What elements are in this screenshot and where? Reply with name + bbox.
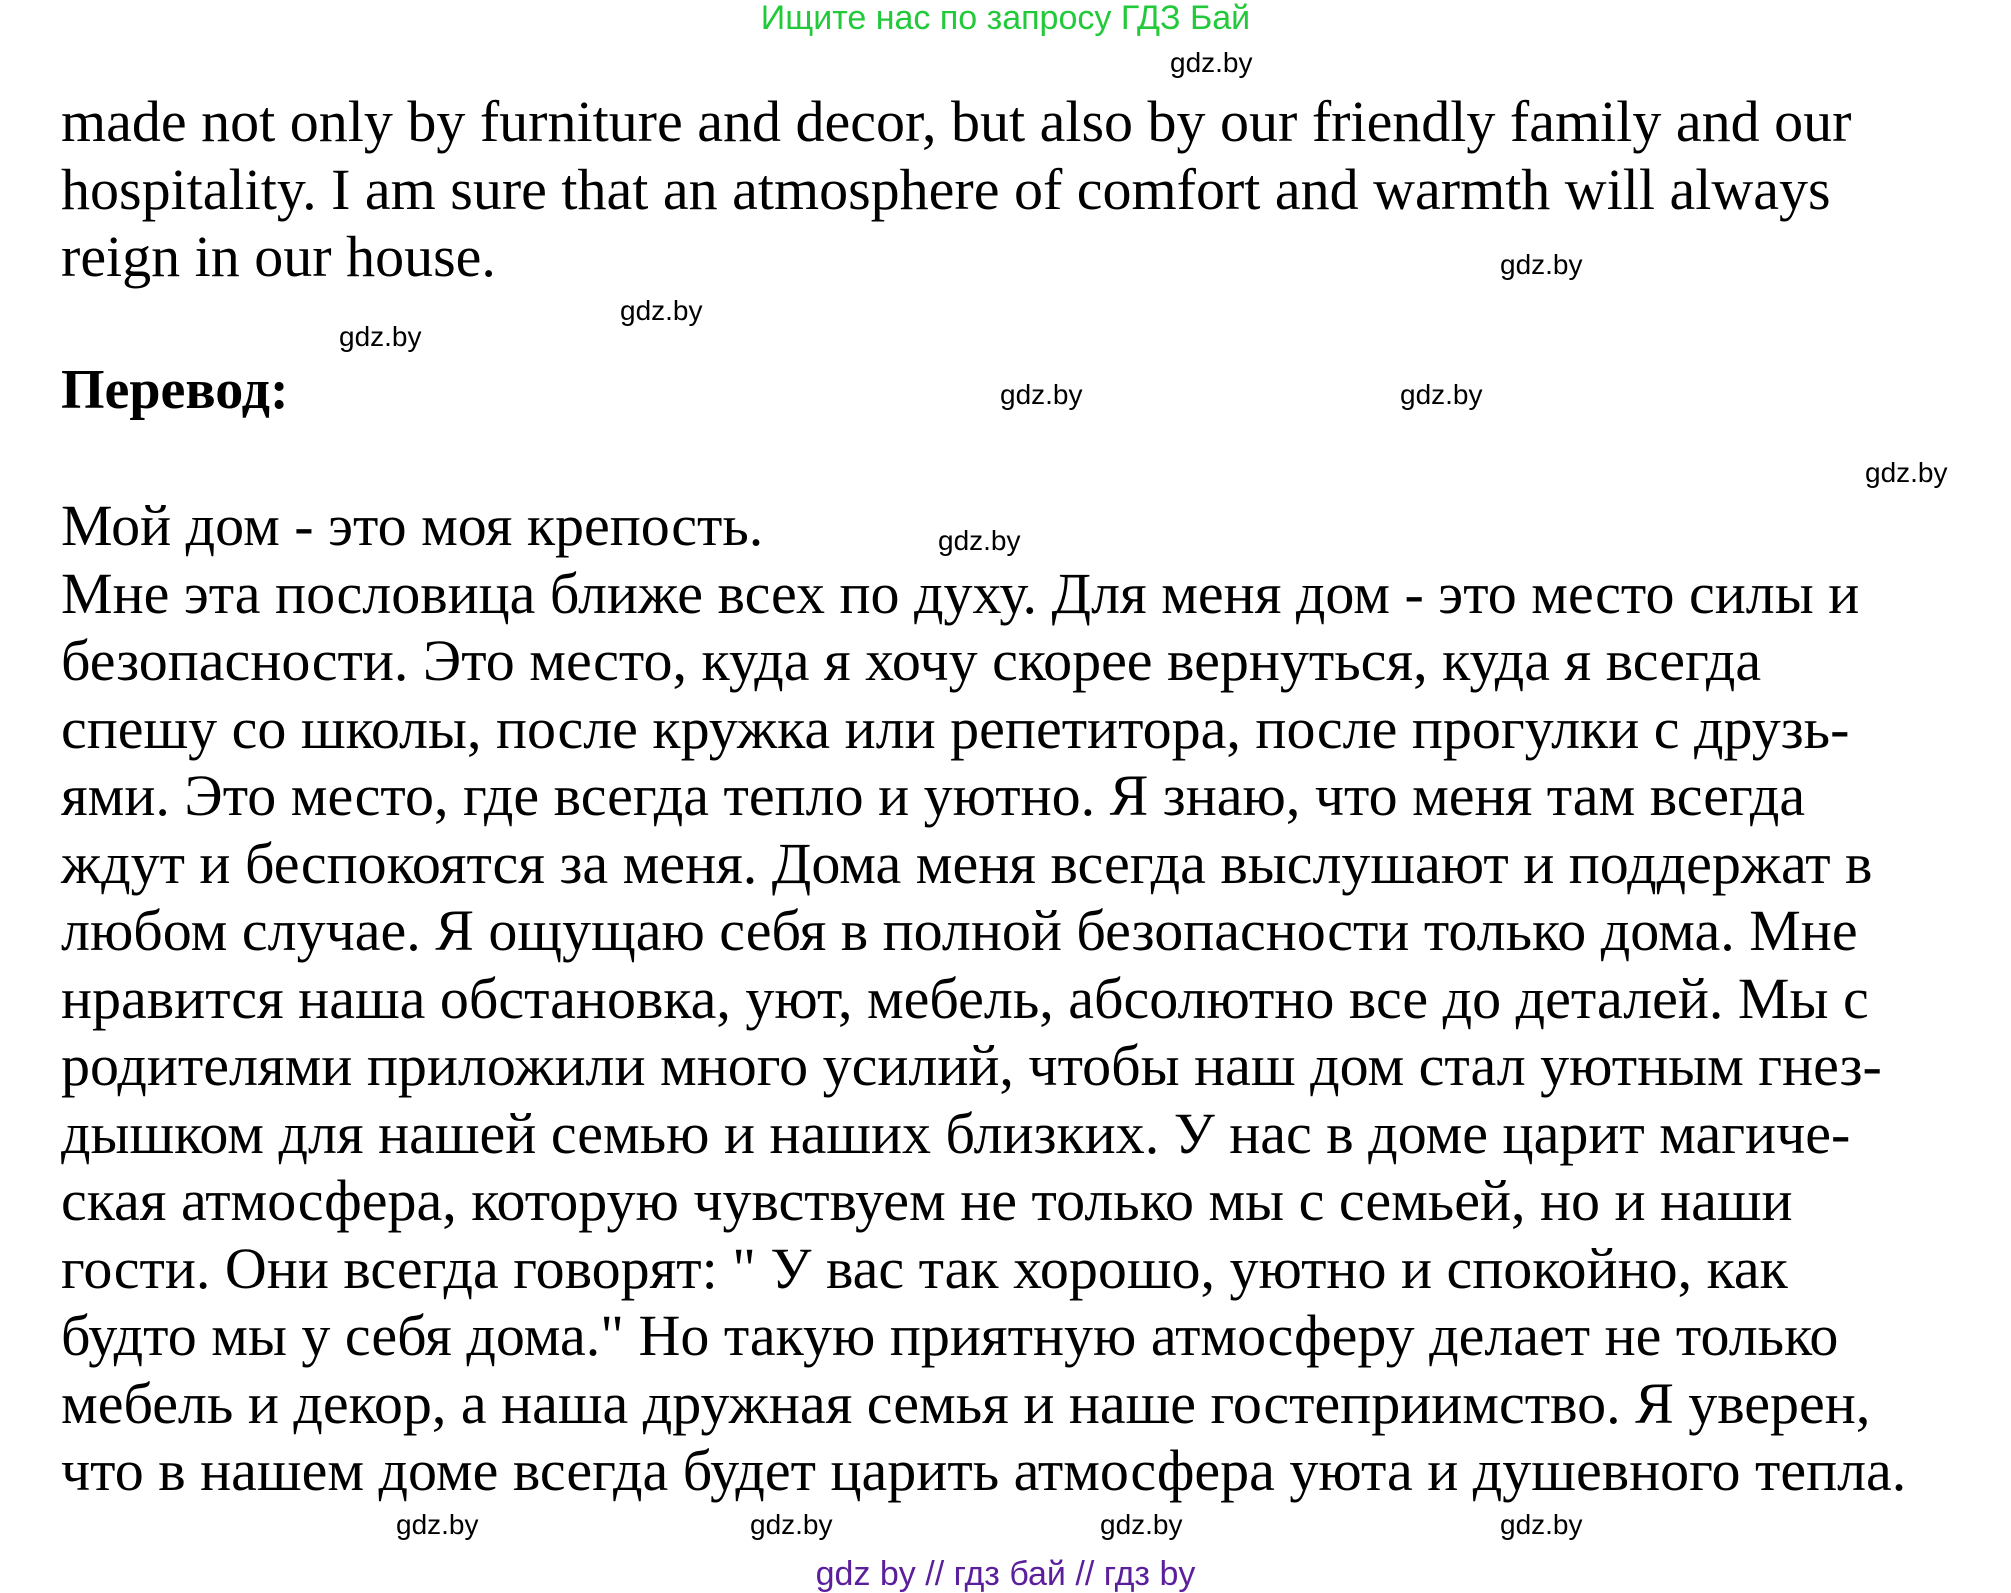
text-line: мебель и декор, а наша дружная семья и наше гостеприимство. Я уверен, xyxy=(61,1370,1871,1436)
watermark: gdz.by xyxy=(1400,379,1483,410)
text-line: дышком для нашей семью и наших близких. У нас в доме царит магиче- xyxy=(61,1100,1851,1166)
text-line: безопасности. Это место, куда я хочу скорее вернуться, куда я всегда xyxy=(61,628,1762,693)
text-line: reign in our house. xyxy=(61,224,496,289)
watermark: gdz.by xyxy=(1865,457,1948,488)
text-line: спешу со школы, после кружка или репетитора, после прогулки с друзь- xyxy=(61,695,1850,761)
watermark: gdz.by xyxy=(620,295,703,326)
text-line: Мой дом - это моя крепость. xyxy=(61,493,764,558)
text-line: родителями приложили много усилий, чтобы наш дом стал уютным гнез- xyxy=(61,1033,1882,1098)
search-banner: Ищите нас по запросу ГДЗ Бай xyxy=(760,0,1251,37)
watermark: gdz.by xyxy=(1000,379,1083,410)
watermark: gdz.by xyxy=(396,1509,479,1540)
text-line: hospitality. I am sure that an atmosphere of comfort and warmth will always xyxy=(61,156,1831,222)
translation-heading: Перевод: xyxy=(61,359,289,421)
watermark: gdz.by xyxy=(1500,1509,1583,1540)
text-line: любом случае. Я ощущаю себя в полной безопасности только дома. Мне xyxy=(61,898,1858,963)
watermark: gdz.by xyxy=(750,1509,833,1540)
text-line: нравится наша обстановка, уют, мебель, абсолютно все до деталей. Мы с xyxy=(61,965,1869,1031)
watermark: gdz.by xyxy=(339,321,422,352)
watermark: gdz.by xyxy=(1500,249,1583,280)
text-line: будто мы у себя дома." Но такую приятную атмосферу делает не только xyxy=(61,1303,1839,1368)
text-line: ями. Это место, где всегда тепло и уютно. Я знаю, что меня там всегда xyxy=(61,763,1806,828)
text-line: made not only by furniture and decor, but also by our friendly family and our xyxy=(61,89,1852,154)
watermark: gdz.by xyxy=(1170,47,1253,78)
watermark: gdz.by xyxy=(938,525,1021,556)
watermark: gdz.by xyxy=(1100,1509,1183,1540)
footer-banner: gdz by // гдз бай // гдз by xyxy=(815,1555,1196,1593)
text-line: ская атмосфера, которую чувствуем не только мы с семьей, но и наши xyxy=(61,1168,1793,1233)
text-line: гости. Они всегда говорят: " У вас так хорошо, уютно и спокойно, как xyxy=(61,1235,1788,1301)
text-line: что в нашем доме всегда будет царить атмосфера уюта и душевного тепла. xyxy=(61,1438,1907,1503)
text-line: ждут и беспокоятся за меня. Дома меня всегда выслушают и поддержат в xyxy=(61,830,1873,896)
text-line: Мне эта пословица ближе всех по духу. Для меня дом - это место силы и xyxy=(61,560,1860,626)
